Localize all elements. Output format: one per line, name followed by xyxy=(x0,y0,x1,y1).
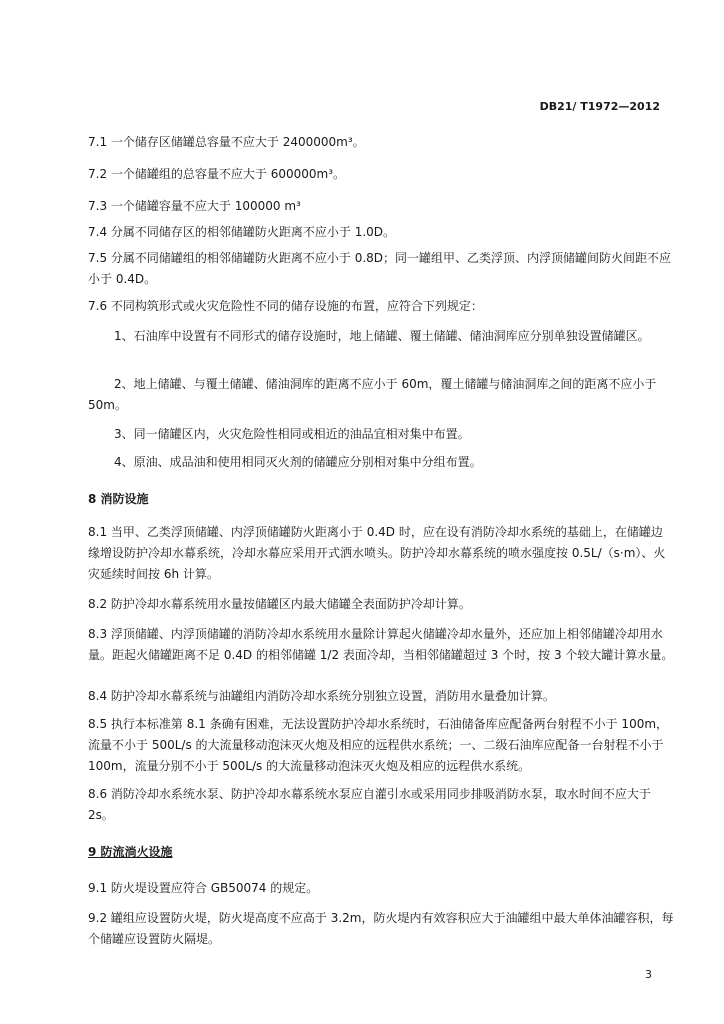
clause-7-6-item-4: 4、原油、成品油和使用相同灭火剂的储罐应分别相对集中分组布置。 xyxy=(114,455,482,469)
clause-8-6: 8.6 消防冷却水系统水泵、防护冷却水幕系统水泵应自灌引水或采用同步排吸消防水泵，取水时间不应大于 2s。 xyxy=(88,787,651,822)
clause-7-2: 7.2 一个储罐组的总容量不应大于 600000m³。 xyxy=(88,167,346,181)
clause-7-3: 7.3 一个储罐容量不应大于 100000 m³ xyxy=(88,199,301,213)
clause-8-4: 8.4 防护冷却水幕系统与油罐组内消防冷却水系统分别独立设置，消防用水量叠加计算。 xyxy=(88,689,555,703)
clause-7-5: 7.5 分属不同储罐组的相邻储罐防火距离不应小于 0.8D；同一罐组甲、乙类浮顶、内浮顶储罐间防火间距不应小于 0.4D。 xyxy=(88,251,672,286)
clause-7-6-item-3: 3、同一储罐区内，火灾危险性相同或相近的油品宜相对集中布置。 xyxy=(114,427,470,441)
clause-9-2: 9.2 罐组应设置防火堤，防火堤高度不应高于 3.2m，防火堤内有效容积应大于油罐组中最大单体油罐容积，每个储罐应设置防火隔堤。 xyxy=(88,911,674,946)
page-number: 3 xyxy=(645,968,652,981)
clause-7-6: 7.6 不同构筑形式或火灾危险性不同的储存设施的布置，应符合下列规定： xyxy=(88,299,483,313)
clause-7-1: 7.1 一个储存区储罐总容量不应大于 2400000m³。 xyxy=(88,135,365,149)
clause-7-6-item-2: 2、地上储罐、与覆土储罐、储油洞库的距离不应小于 60m，覆土储罐与储油洞库之间的距离不应小于 50m。 xyxy=(88,377,657,412)
clause-8-5: 8.5 执行本标准第 8.1 条确有困难，无法设置防护冷却水系统时，石油储备库应配备两台射程不小于 100m，流量不小于 500L/s 的大流量移动泡沫灭火炮及相应的远程供水系统；一、二级石油库应配备一台射程不小于 100m，流量分别不小于 500L/s 的大流量移动泡沫灭火炮及相应的远程供水系统。 xyxy=(88,717,669,773)
clause-7-4: 7.4 分属不同储存区的相邻储罐防火距离不应小于 1.0D。 xyxy=(88,225,396,239)
clause-8-2: 8.2 防护冷却水幕系统用水量按储罐区内最大储罐全表面防护冷却计算。 xyxy=(88,597,471,611)
clause-8-3: 8.3 浮顶储罐、内浮顶储罐的消防冷却水系统用水量除计算起火储罐冷却水量外，还应加上相邻储罐冷却用水量。距起火储罐距离不足 0.4D 的相邻储罐 1/2 表面冷却，当相邻储罐超过 3 个时，按 3 个较大罐计算水量。 xyxy=(88,627,674,662)
section-9-heading: 9 防流淌火设施 xyxy=(88,845,173,859)
clause-9-1: 9.1 防火堤设置应符合 GB50074 的规定。 xyxy=(88,881,319,895)
standard-code: DB21/ T1972—2012 xyxy=(539,100,660,113)
clause-7-6-item-1: 1、石油库中设置有不同形式的储存设施时，地上储罐、覆土储罐、储油洞库应分别单独设置储罐区。 xyxy=(114,329,650,343)
clause-8-1: 8.1 当甲、乙类浮顶储罐、内浮顶储罐防火距离小于 0.4D 时，应在设有消防冷却水系统的基础上，在储罐边缘增设防护冷却水幕系统，冷却水幕应采用开式洒水喷头。防护冷却水幕系统的喷水强度按 0.5L/（s·m）、火灾延续时间按 6h 计算。 xyxy=(88,525,666,581)
section-8-heading: 8 消防设施 xyxy=(88,492,149,506)
